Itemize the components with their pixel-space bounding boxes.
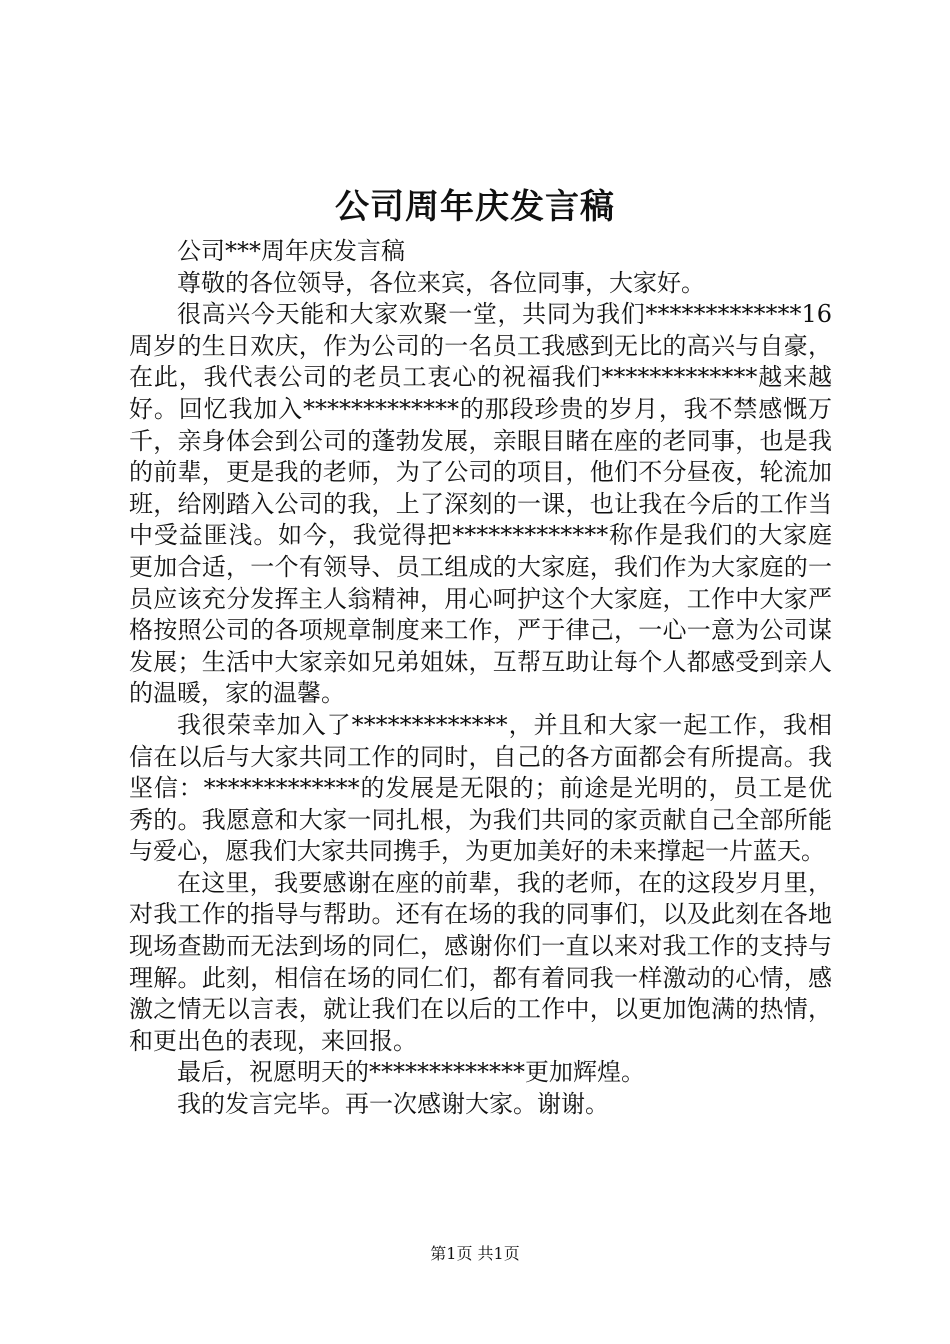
paragraph-greeting: 尊敬的各位领导，各位来宾，各位同事，大家好。 [177,268,705,297]
paragraph-subtitle: 公司***周年庆发言稿 [177,237,405,265]
page-footer: 第1页 共1页 [430,1244,520,1263]
paragraph-thanks: 在这里，我要感谢在座的前辈，我的老师，在的这段岁月里，对我工作的指导与帮助。还有在场的我的同事们，以及此刻在各地现场查勘而无法到场的同仁，感谢你们一直以来对我工作的支持与理解。此刻，相信在场的同仁们，都有着同我一样激动的心情，感激之情无以言表，就让我们在以后的工作中，以更加饱满的热情，和更出色的表现，来回报。 [129,868,832,1055]
paragraph-closing: 我的发言完毕。再一次感谢大家。谢谢。 [177,1090,609,1119]
document-title: 公司周年庆发言稿 [335,187,615,227]
paragraph-main: 很高兴今天能和大家欢聚一堂，共同为我们*************16周岁的生日欢庆，作为公司的一名员工我感到无比的高兴与自豪，在此，我代表公司的老员工衷心的祝福我们*************越来越好。回忆我加入*************的那段珍贵的岁月，我不禁感慨万千，亲身体会到公司的蓬勃发展，亲眼目睹在座的老同事，也是我的前辈，更是我的老师，为了公司的项目，他们不分昼夜，轮流加班，给刚踏入公司的我，上了深刻的一课，也让我在今后的工作当中受益匪浅。如今，我觉得把*************称作是我们的大家庭更加合适，一个有领导、员工组成的大家庭，我们作为大家庭的一员应该充分发挥主人翁精神，用心呵护这个大家庭，工作中大家严格按照公司的各项规章制度来工作，严于律己，一心一意为公司谋发展；生活中大家亲如兄弟姐妹，互帮互助让每个人都感受到亲人的温暖，家的温馨。 [129,300,832,708]
paragraph-wish: 最后，祝愿明天的*************更加辉煌。 [177,1058,645,1087]
paragraph-honor: 我很荣幸加入了*************，并且和大家一起工作，我相信在以后与大家共同工作的同时，自己的各方面都会有所提高。我坚信：*************的发展是无限的；前途是光明的，员工是优秀的。我愿意和大家一同扎根，为我们共同的家贡献自己全部所能与爱心，愿我们大家共同携手，为更加美好的未来撑起一片蓝天。 [129,710,832,866]
document-body [129,236,832,1121]
